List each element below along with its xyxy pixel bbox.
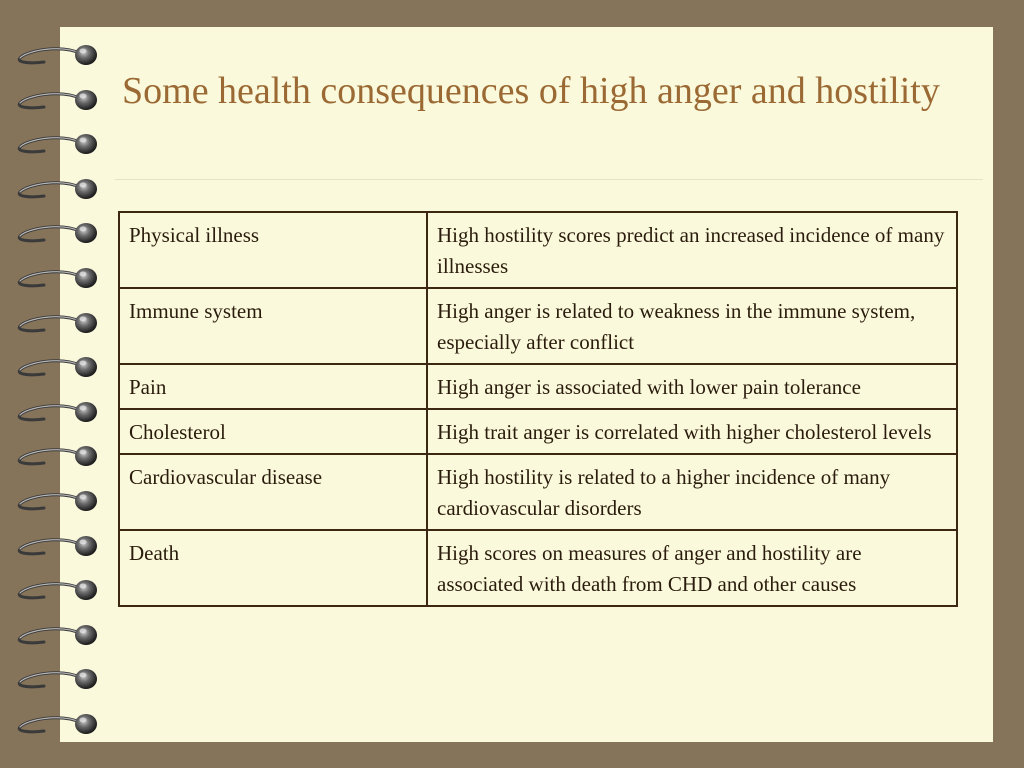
topic-cell: Physical illness [119, 212, 427, 288]
binding-ring-icon [14, 575, 106, 605]
notebook-page [60, 27, 993, 742]
binding-ring-icon [14, 486, 106, 516]
topic-cell: Immune system [119, 288, 427, 364]
topic-cell: Pain [119, 364, 427, 409]
consequences-table [118, 211, 958, 607]
binding-ring-icon [14, 352, 106, 382]
binding-ring-icon [14, 40, 106, 70]
table-row [119, 364, 957, 409]
title-divider [115, 179, 983, 180]
binding-ring-icon [14, 709, 106, 739]
binding-ring-icon [14, 664, 106, 694]
binding-ring-icon [14, 174, 106, 204]
binding-ring-icon [14, 308, 106, 338]
description-cell: High trait anger is correlated with higher cholesterol levels [427, 409, 957, 454]
binding-ring-icon [14, 531, 106, 561]
topic-cell: Cholesterol [119, 409, 427, 454]
description-cell: High anger is related to weakness in the immune system, especially after conflict [427, 288, 957, 364]
table-row [119, 212, 957, 288]
binding-ring-icon [14, 397, 106, 427]
table-row [119, 288, 957, 364]
description-cell: High anger is associated with lower pain tolerance [427, 364, 957, 409]
binding-ring-icon [14, 620, 106, 650]
table-row [119, 454, 957, 530]
description-cell: High hostility scores predict an increased incidence of many illnesses [427, 212, 957, 288]
description-cell: High scores on measures of anger and hostility are associated with death from CHD and other causes [427, 530, 957, 606]
topic-cell: Cardiovascular disease [119, 454, 427, 530]
table-row [119, 409, 957, 454]
table-row [119, 530, 957, 606]
binding-ring-icon [14, 441, 106, 471]
description-cell: High hostility is related to a higher incidence of many cardiovascular disorders [427, 454, 957, 530]
page-title: Some health consequences of high anger and hostility [122, 70, 940, 112]
binding-ring-icon [14, 129, 106, 159]
binding-ring-icon [14, 263, 106, 293]
topic-cell: Death [119, 530, 427, 606]
binding-ring-icon [14, 85, 106, 115]
binding-ring-icon [14, 218, 106, 248]
